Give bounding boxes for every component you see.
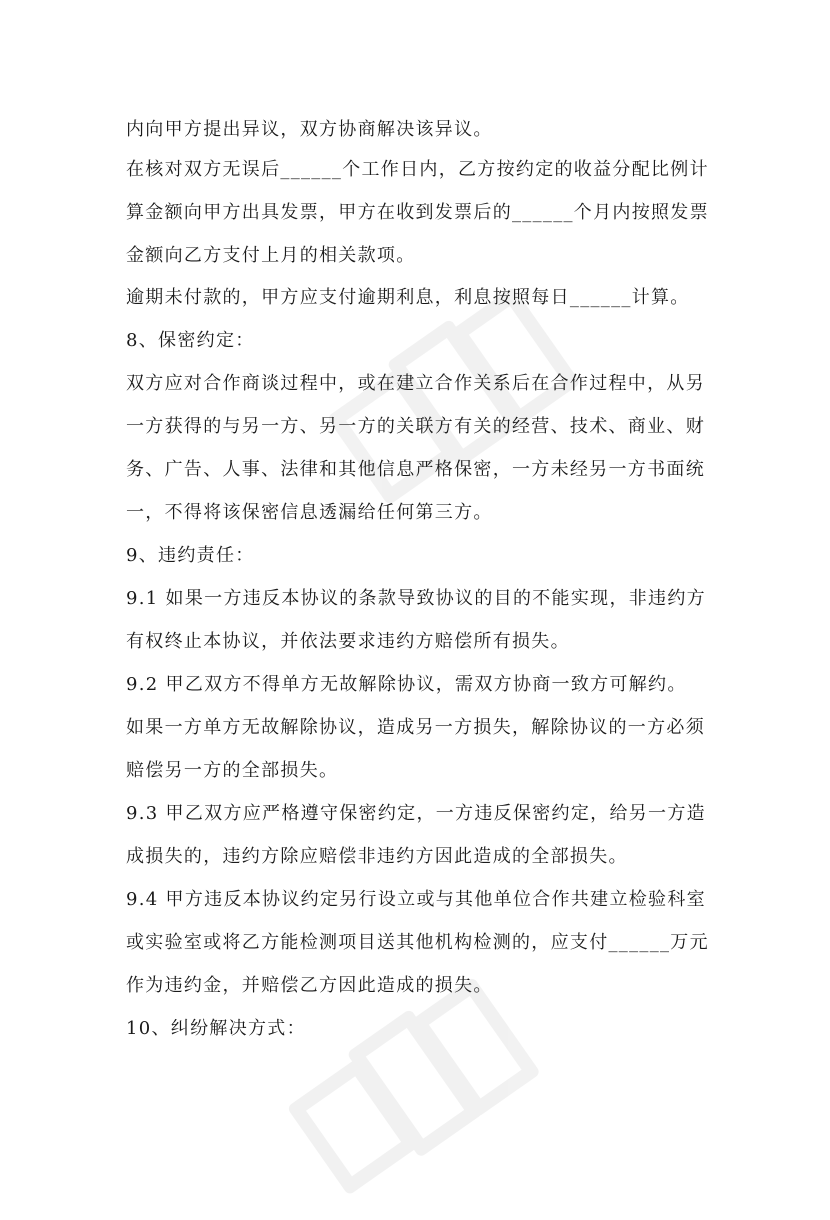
text-line: 金额向乙方支付上月的相关款项。 [126,245,416,266]
text-line: 一方获得的与另一方、另一方的关联方有关的经营、技术、商业、财 [126,416,705,437]
text-line: 算金额向甲方出具发票，甲方在收到发票后的______个月内按照发票 [126,202,709,223]
text-line: 9.3 甲乙双方应严格遵守保密约定，一方违反保密约定，给另一方造 [126,803,706,824]
text-line: 9.4 甲方违反本协议约定另行设立或与其他单位合作共建立检验科室 [126,889,706,910]
text-line: 或实验室或将乙方能检测项目送其他机构检测的，应支付______万元 [126,932,709,953]
text-line: 成损失的，违约方除应赔偿非违约方因此造成的全部损失。 [126,846,628,867]
text-line: 内向甲方提出异议，双方协商解决该异议。 [126,119,493,140]
watermark-mark [267,970,533,1219]
section-heading: 9、违约责任： [126,545,255,566]
section-heading: 10、纠纷解决方式： [126,1018,306,1039]
text-line: 如果一方单方无故解除协议，造成另一方损失，解除协议的一方必须 [126,717,705,738]
text-line: 在核对双方无误后______个工作日内，乙方按约定的收益分配比例计 [126,159,709,180]
text-line: 9.1 如果一方违反本协议的条款导致协议的目的不能实现，非违约方 [126,588,706,609]
watermark-mark [307,280,573,529]
text-line: 一，不得将该保密信息透漏给任何第三方。 [126,502,493,523]
text-line: 赔偿另一方的全部损失。 [126,760,339,781]
text-line: 双方应对合作商谈过程中，或在建立合作关系后在合作过程中，从另 [126,373,705,394]
section-heading: 8、保密约定： [126,330,255,351]
text-line: 作为违约金，并赔偿乙方因此造成的损失。 [126,975,493,996]
text-line: 9.2 甲乙双方不得单方无故解除协议，需双方协商一致方可解约。 [126,674,687,695]
text-line: 有权终止本协议，并依法要求违约方赔偿所有损失。 [126,631,570,652]
text-line: 逾期未付款的，甲方应支付逾期利息，利息按照每日______计算。 [126,287,690,308]
text-line: 务、广告、人事、法律和其他信息严格保密，一方未经另一方书面统 [126,459,705,480]
